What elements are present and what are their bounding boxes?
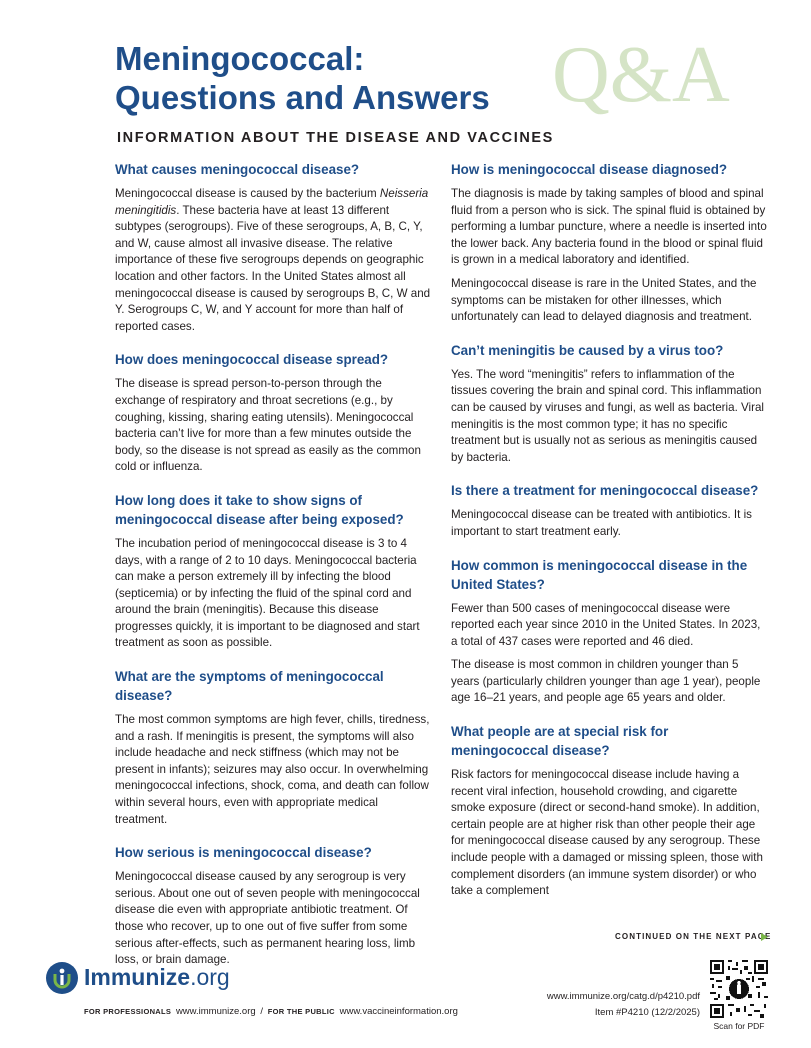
qa-section — [451, 341, 767, 467]
answer-paragraph: Meningococcal disease caused by any serogroup is very serious. About one out of seven people with meningococcal disease die even with appropriate antibiotic treatment. Of those who recover, up to one out of five suffer from some serious after-effects, such as permanent hearing loss, limb loss, or brain damage. — [115, 870, 420, 967]
question-heading: What people are at special risk for meningococcal disease? — [451, 724, 669, 759]
scan-label: Scan for PDF — [713, 1021, 765, 1031]
continued-note: CONTINUED ON THE NEXT PAGE — [615, 932, 772, 941]
footer-links: FOR PROFESSIONALS www.immunize.org / FOR THE PUBLIC www.vaccineinformation.org — [84, 1006, 458, 1017]
question-heading: How common is meningococcal disease in the United States? — [451, 557, 748, 592]
qa-section — [451, 481, 767, 540]
page-title: Meningococcal: — [115, 40, 365, 77]
qa-section — [451, 722, 767, 900]
pdf-link[interactable]: www.immunize.org/catg.d/p4210.pdf — [546, 991, 700, 1002]
qa-section — [451, 160, 767, 326]
question-heading: How is meningococcal disease diagnosed? — [451, 162, 728, 177]
qa-section — [115, 350, 433, 476]
answer-paragraph: Fewer than 500 cases of meningococcal disease were reported each year since 2010 in the United States. In 2023, a total of 437 cases were reported and 46 died. — [451, 601, 761, 648]
question-heading: How long does it take to show signs of meningococcal disease after being exposed? — [115, 492, 404, 527]
qr-code-icon — [710, 960, 768, 1018]
question-heading: Can’t meningitis be caused by a virus too? — [451, 342, 724, 358]
section-subtitle: INFORMATION ABOUT THE DISEASE AND VACCINES — [117, 130, 554, 146]
right-column — [451, 160, 767, 915]
item-number: Item #P4210 (12/2/2025) — [594, 1007, 700, 1018]
qa-badge: Q&A — [552, 31, 730, 119]
left-column — [115, 160, 433, 984]
immunize-logo-text: Immunize.org — [84, 964, 230, 990]
question-heading: How serious is meningococcal disease? — [115, 845, 372, 861]
question-heading: What are the symptoms of meningococcal disease? — [115, 669, 384, 704]
public-link[interactable]: www.vaccineinformation.org — [339, 1006, 458, 1017]
qa-section — [451, 556, 767, 708]
immunize-logo-icon — [46, 962, 78, 994]
answer-paragraph: Meningococcal disease is rare in the United States, and the symptoms can be mistaken for other illnesses, which unfortunately can lead to delayed diagnosis and treatment. — [451, 276, 757, 324]
question-heading: What causes meningococcal disease? — [115, 162, 360, 177]
question-heading: Is there a treatment for meningococcal disease? — [451, 483, 759, 499]
qa-section — [115, 160, 433, 335]
answer-paragraph: The disease is spread person-to-person through the exchange of respiratory and throat secretions (e.g., by coughing, kissing, sharing eating utensils). Meningococcal bacteria can’t live for more than a few minutes outside the body, so the disease is not spread as easily as the common cold or influenza. — [115, 377, 421, 474]
qa-section — [115, 667, 433, 828]
qa-section — [115, 843, 433, 969]
answer-paragraph: Risk factors for meningococcal disease include having a recent viral infection, household crowding, and cigarette smoke exposure (direct or second-hand smoke). In addition, certain people are at higher risk than other people their age for meningococcal disease caused by any serogroup. These include people with a damaged or missing spleen, those with complement disorders (an immune system disorder) or who take a complement — [451, 768, 763, 898]
professionals-link[interactable]: www.immunize.org — [175, 1006, 256, 1017]
answer-paragraph: The incubation period of meningococcal disease is 3 to 4 days, with a range of 2 to 10 days. Meningococcal bacteria can make a person extremely ill by infecting the blood (septicemia) or by infecting the fluid of the spinal cord and around the brain (meningitis). Because this disease progresses quickly, it is important to be diagnosed and start treatment as soon as possible. — [115, 536, 420, 650]
answer-paragraph: Meningococcal disease is caused by the bacterium Neisseria meningitidis. These bacteria have at least 13 different subtypes (serogroups). Five of these serogroups, A, B, C, Y, and W, cause almost all invasive disease. The relative importance of these five serogroups depends on geographic location and other factors. In the United States almost all meningococcal disease is caused by serogroups B, C, W and Y. Serogroups C, W, and Y account for more than half of reported cases. — [115, 187, 431, 333]
question-heading: How does meningococcal disease spread? — [115, 352, 389, 368]
page-subtitle-title: Questions and Answers — [115, 79, 490, 116]
answer-paragraph: The diagnosis is made by taking samples of blood and spinal fluid from a person who is sick. The spinal fluid is obtained by performing a lumbar puncture, where a needle is inserted into the lower back. Any bacteria found in the blood or spinal fluid is grown in a medical laboratory and identified. — [451, 187, 767, 267]
answer-paragraph: The disease is most common in children younger than 5 years (particularly children younger than age 1 year), people age 16–21 years, and people age 65 years and older. — [451, 658, 761, 705]
answer-paragraph: Meningococcal disease can be treated with antibiotics. It is important to start treatment early. — [451, 508, 752, 538]
answer-paragraph: The most common symptoms are high fever, chills, tiredness, and a rash. If meningitis is present, the symptoms will also include headache and neck stiffness (which may not be present in infants); seizures may also occur. In overwhelming meningococcal infections, shock, coma, and death can follow within several hours, even with appropriate medical treatment. — [115, 713, 430, 826]
qa-section — [115, 491, 433, 652]
arrow-right-icon — [761, 933, 768, 941]
answer-paragraph: Yes. The word “meningitis” refers to inflammation of the tissues covering the brain and spinal cord. This inflammation can be caused by viruses and fungi, as well as bacteria. Viral meningitis is the most common type; it has no specific treatment but is usually not as serious as meningitis caused by bacteria. — [451, 367, 764, 464]
